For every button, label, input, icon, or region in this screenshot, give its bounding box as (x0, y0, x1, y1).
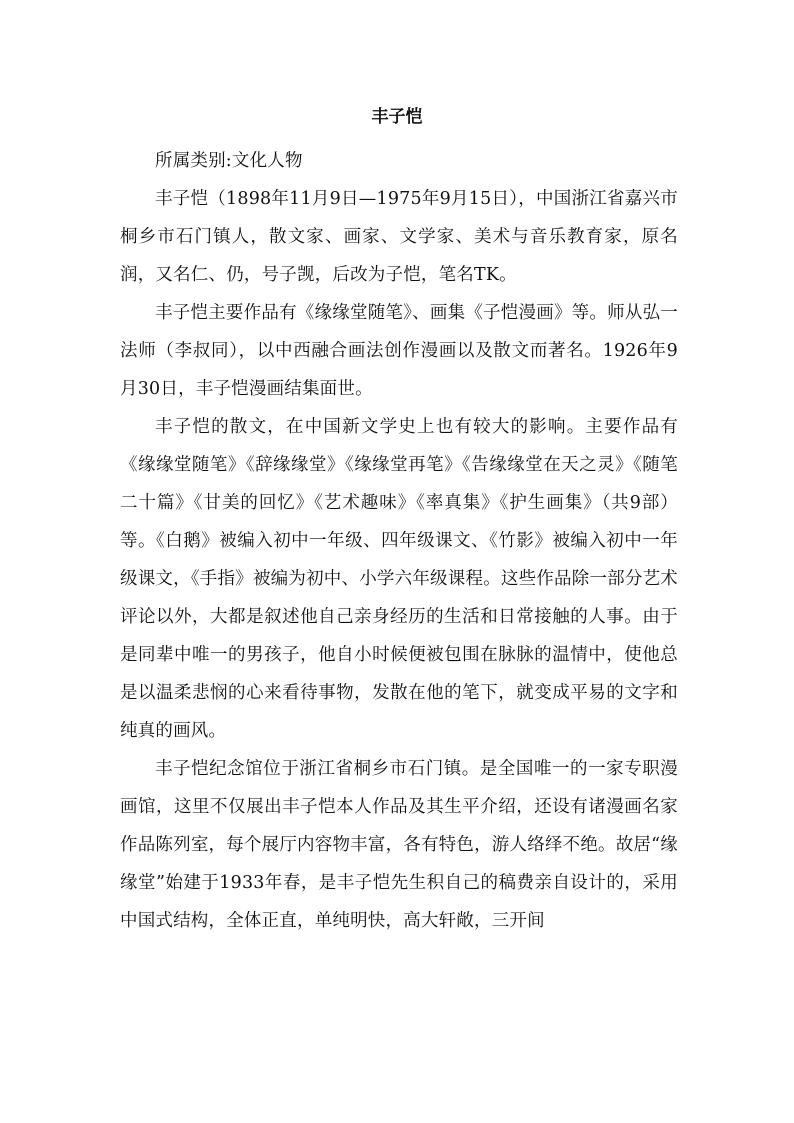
document-title: 丰子恺 (371, 107, 423, 127)
paragraph-memorial: 丰子恺纪念馆位于浙江省桐乡市石门镇。是全国唯一的一家专职漫画馆，这里不仅展出丰子恺本人作品及其生平介绍，还设有诸漫画名家作品陈列室，每个展厅内容物丰富，各有特色，游人络绎不绝。故居“缘缘堂”始建于1933年春，是丰子恺先生积自己的稿费亲自设计的，采用中国式结构，全体正直，单纯明快，高大轩敞，三开间 (120, 759, 678, 931)
document-body (120, 142, 678, 940)
paragraph-essays: 丰子恺的散文，在中国新文学史上也有较大的影响。主要作品有《缘缘堂随笔》《辞缘缘堂》《缘缘堂再笔》《告缘缘堂在天之灵》《随笔二十篇》《甘美的回忆》《艺术趣味》《率真集》《护生画集》（共9部）等。《白鹅》被编入初中一年级、四年级课文、《竹影》被编入初中一年级课文，《手指》被编为初中、小学六年级课程。这些作品除一部分艺术评论以外，大都是叙述他自己亲身经历的生活和日常接触的人事。由于是同辈中唯一的男孩子，他自小时候便被包围在脉脉的温情中，使他总是以温柔悲悯的心来看待事物，发散在他的笔下，就变成平易的文字和纯真的画风。 (120, 417, 678, 741)
paragraph-works: 丰子恺主要作品有《缘缘堂随笔》、画集《子恺漫画》等。师从弘一法师（李叔同），以中西融合画法创作漫画以及散文而著名。1926年9月30日，丰子恺漫画结集面世。 (120, 303, 678, 399)
paragraph-intro: 丰子恺（1898年11月9日—1975年9月15日），中国浙江省嘉兴市桐乡市石门镇人，散文家、画家、文学家、美术与音乐教育家，原名润，又名仁、仍，号子觊，后改为子恺，笔名TK。 (120, 189, 678, 285)
category-line: 所属类别:文化人物 (155, 151, 303, 171)
